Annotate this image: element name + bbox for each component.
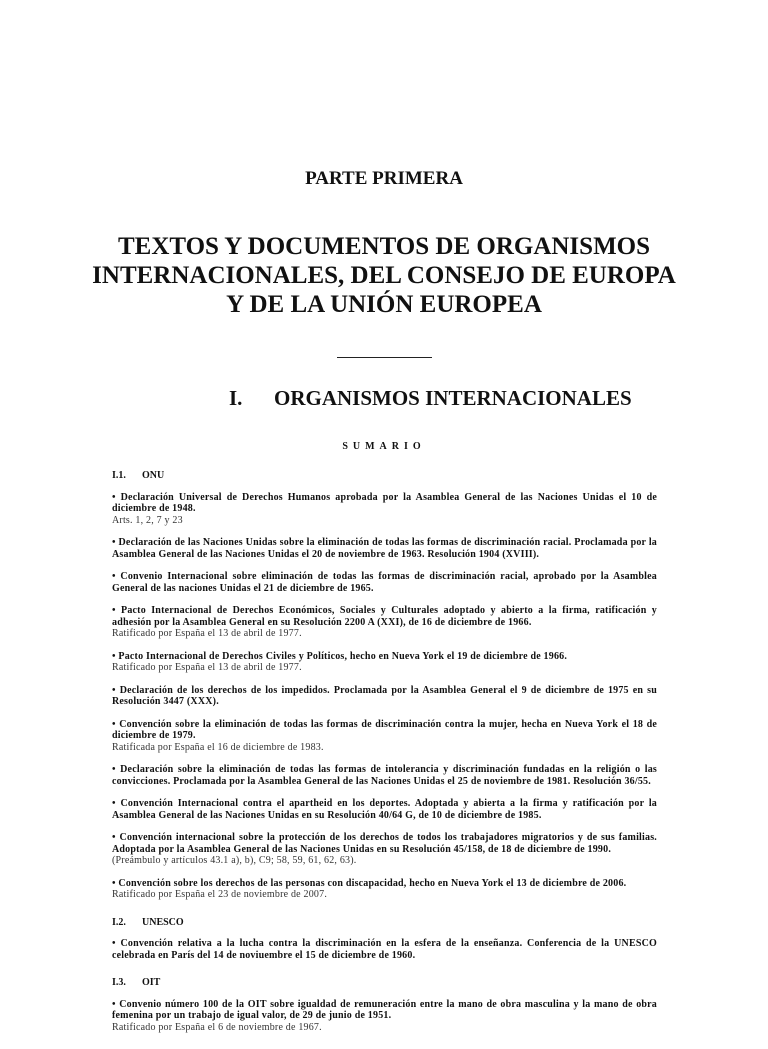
item-title: • Convenio número 100 de la OIT sobre igualdad de remuneración entre la mano de obra masculina y la mano de obra femenina por un trabajo de igual valor, de 29 de junio de 1951.	[112, 998, 657, 1021]
list-item	[112, 938, 657, 961]
group-number: I.3.	[112, 977, 126, 988]
group-name: ONU	[142, 470, 165, 481]
group-heading	[112, 917, 657, 929]
summary-group	[112, 977, 657, 1033]
section-number: I.	[229, 386, 243, 410]
item-title: • Convención sobre la eliminación de todas las formas de discriminación contra la mujer, hecha en Nueva York el 18 de diciembre de 1979.	[112, 718, 657, 741]
list-item	[112, 537, 657, 560]
title-line: Y DE LA UNIÓN EUROPEA	[226, 291, 542, 318]
summary-list	[112, 470, 657, 1049]
item-note: Ratificada por España el 16 de diciembre de 1983.	[112, 741, 324, 753]
item-note: Ratificado por España el 6 de noviembre de 1967.	[112, 1021, 322, 1033]
item-note: Arts. 1, 2, 7 y 23	[112, 514, 183, 526]
item-title: • Pacto Internacional de Derechos Civiles y Políticos, hecho en Nueva York el 19 de diciembre de 1966.	[112, 650, 568, 662]
list-item	[112, 492, 657, 527]
document-title	[0, 232, 768, 319]
item-title: • Pacto Internacional de Derechos Económicos, Sociales y Culturales adoptado y abierto a la firma, ratificación y adhesión por la Asamblea General en su Resolución 2200 A (XXI), de 16 de diciembre de 1966.	[112, 605, 657, 628]
group-heading	[112, 977, 657, 989]
group-heading	[112, 470, 657, 482]
group-name: UNESCO	[142, 916, 184, 928]
summary-group	[112, 470, 657, 901]
item-title: • Declaración de los derechos de los impedidos. Proclamada por la Asamblea General el 9 de diciembre de 1975 en su Resolución 3447 (XXX).	[112, 684, 657, 707]
section-heading	[229, 386, 632, 411]
item-title: • Convenio Internacional sobre eliminación de todas las formas de discriminación racial, aprobado por la Asamblea General de las naciones Unidas el 21 de diciembre de 1965.	[112, 571, 657, 594]
item-title: • Declaración de las Naciones Unidas sobre la eliminación de todas las formas de discriminación racial. Proclamada por la Asamblea General de las Naciones Unidas el 20 de noviembre de 1963. Resolución 1904 (XVIII).	[112, 537, 657, 560]
list-item	[112, 798, 657, 821]
item-title: • Declaración sobre la eliminación de todas las formas de intolerancia y discriminación fundadas en la religión o las convicciones. Proclamada por la Asamblea General de las Naciones Unidas el 25 de noviembre de 1981. Resolución 36/55.	[112, 764, 657, 787]
divider	[337, 357, 432, 358]
list-item	[112, 651, 657, 674]
item-title: • Convención internacional sobre la protección de los derechos de todos los trabajadores migratorios y de sus familias. Adoptada por la Asamblea General de las Naciones Unidas en su Resolución 45/158, de 18 de diciembre de 1990.	[112, 832, 657, 855]
item-note: Ratificado por España el 13 de abril de 1977.	[112, 628, 302, 639]
section-title: ORGANISMOS INTERNACIONALES	[274, 386, 632, 410]
group-name: OIT	[142, 977, 161, 988]
list-item	[112, 685, 657, 708]
item-note: Ratificado por España el 13 de abril de 1977.	[112, 662, 302, 673]
list-item	[112, 832, 657, 867]
item-note: Ratificado por España el 23 de noviembre de 2007.	[112, 889, 328, 900]
part-heading: PARTE PRIMERA	[305, 168, 463, 189]
item-title: • Convención relativa a la lucha contra la discriminación en la esfera de la enseñanza. Conferencia de la UNESCO celebrada en París del 14 de noviuembre el 15 de diciembre de 1960.	[112, 938, 657, 961]
list-item	[112, 764, 657, 787]
summary-group	[112, 917, 657, 962]
item-title: • Declaración Universal de Derechos Humanos aprobada por la Asamblea General de las Naciones Unidas el 10 de diciembre de 1948.	[112, 491, 657, 514]
list-item	[112, 878, 657, 901]
title-line: TEXTOS Y DOCUMENTOS DE ORGANISMOS	[117, 233, 651, 260]
item-title: • Convención sobre los derechos de las personas con discapacidad, hecho en Nueva York el 13 de diciembre de 2006.	[112, 877, 627, 889]
group-number: I.2.	[112, 916, 126, 928]
list-item	[112, 571, 657, 594]
item-title: • Convención Internacional contra el apartheid en los deportes. Adoptada y abierta a la firma y ratificación por la Asamblea General de las Naciones Unidas en su Resolución 40/64 G, de 10 de diciembre de 1985.	[112, 798, 657, 821]
group-number: I.1.	[112, 470, 126, 481]
list-item	[112, 605, 657, 640]
summary-label: SUMARIO	[342, 441, 426, 452]
list-item	[112, 719, 657, 754]
item-note: (Preámbulo y artículos 43.1 a), b), C9; 58, 59, 61, 62, 63).	[112, 855, 357, 866]
title-line: INTERNACIONALES, DEL CONSEJO DE EUROPA	[92, 262, 676, 289]
list-item	[112, 999, 657, 1034]
